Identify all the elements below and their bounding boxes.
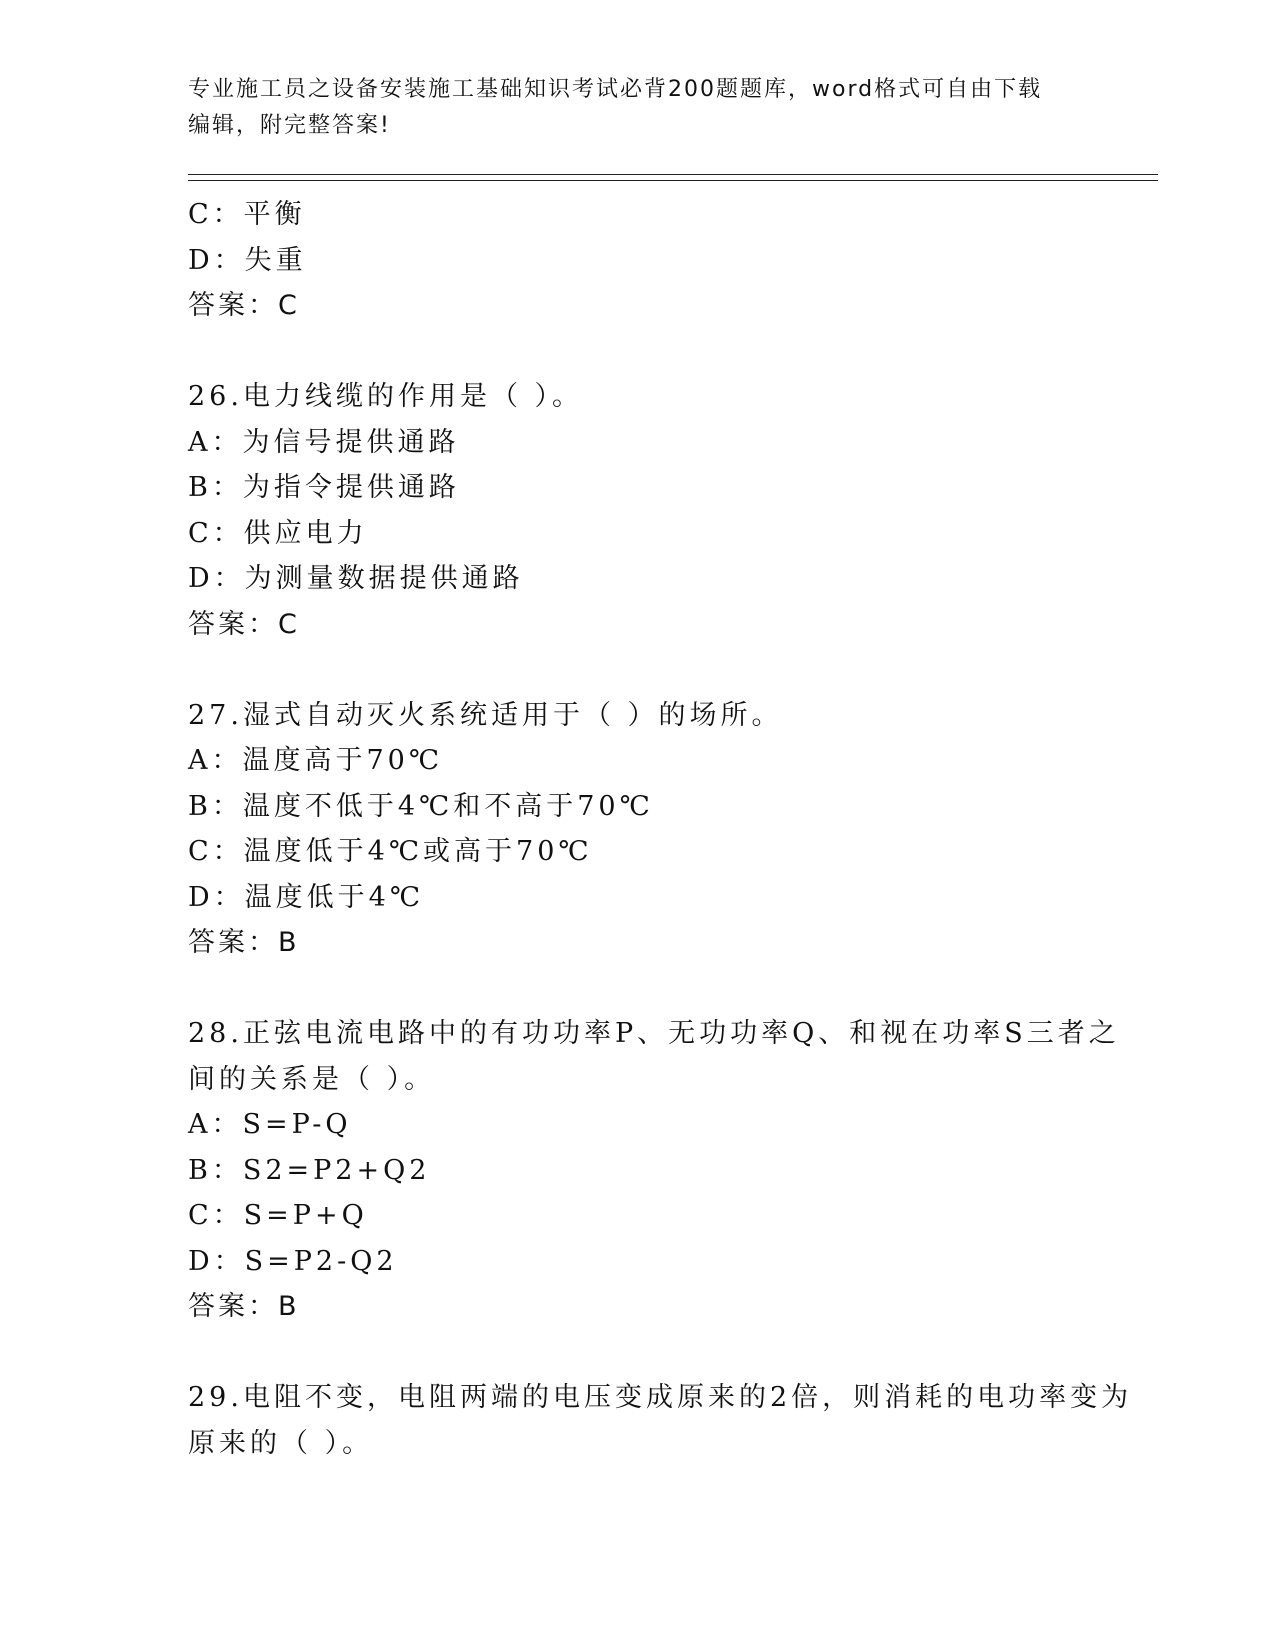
question-stem-continued: 间的关系是（ ）。 (188, 1063, 436, 1095)
option-a: A：为信号提供通路 (188, 426, 460, 458)
option-b: B：S2=P2+Q2 (188, 1154, 431, 1186)
option-c: C：温度低于4℃或高于70℃ (188, 836, 593, 867)
question-list (188, 192, 1133, 1466)
option-c: C：S=P+Q (188, 1200, 368, 1231)
answer: 答案：B (188, 1291, 300, 1322)
header-rule-bottom (188, 180, 1158, 181)
answer: 答案：C (188, 290, 300, 321)
document-header (188, 72, 1088, 144)
answer: 答案：B (188, 927, 300, 958)
header-rule-top (188, 174, 1158, 175)
answer: 答案：C (188, 608, 300, 640)
question-stem: 28.正弦电流电路中的有功功率P、无功功率Q、和视在功率S三者之 (188, 1018, 1120, 1049)
option-d: D：S=P2-Q2 (188, 1245, 398, 1277)
option-d: D：失重 (188, 244, 307, 276)
header-line-2: 编辑，附完整答案! (188, 113, 391, 138)
option-c: C：供应电力 (188, 517, 368, 549)
option-a: A：S=P-Q (188, 1109, 352, 1140)
question-stem: 27.湿式自动灭火系统适用于（ ）的场所。 (188, 699, 783, 731)
option-c: C：平衡 (188, 199, 306, 230)
option-d: D：温度低于4℃ (188, 881, 425, 913)
header-line-1: 专业施工员之设备安装施工基础知识考试必背200题题库，word格式可自由下载 (188, 77, 1043, 102)
question-stem: 26.电力线缆的作用是（ ）。 (188, 381, 584, 412)
option-a: A：温度高于70℃ (188, 745, 444, 776)
option-b: B：为指令提供通路 (188, 472, 460, 503)
question-stem-continued: 原来的（ ）。 (188, 1427, 374, 1459)
question-stem: 29.电阻不变，电阻两端的电压变成原来的2倍，则消耗的电功率变为 (188, 1382, 1133, 1413)
option-b: B：温度不低于4℃和不高于70℃ (188, 790, 654, 822)
option-d: D：为测量数据提供通路 (188, 563, 524, 594)
